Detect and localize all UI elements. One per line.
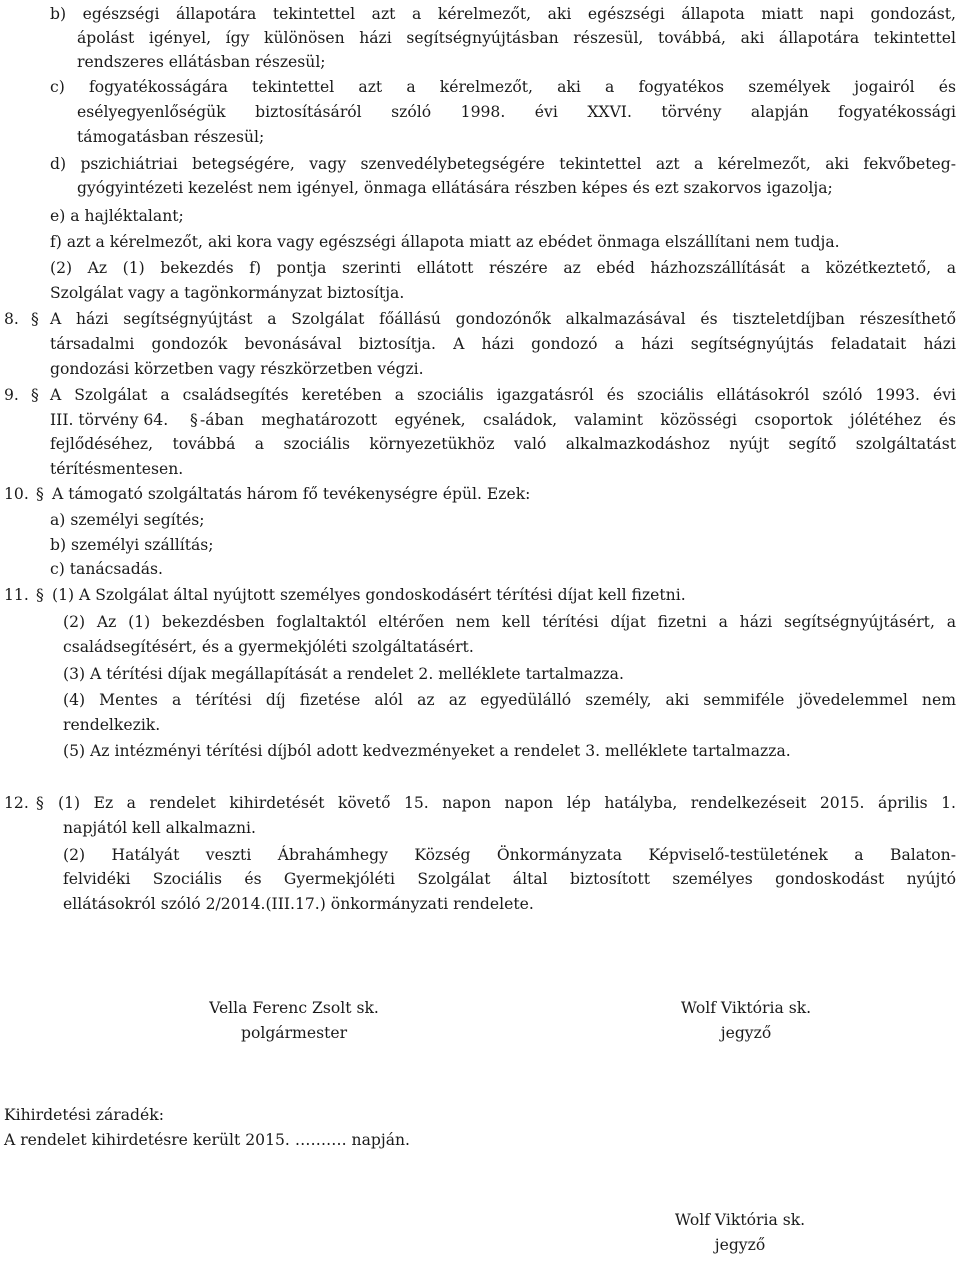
section-9-line-4: térítésmentesen. xyxy=(50,460,184,478)
para-c-line-2: esélyegyenlőségük biztosításáról szóló 1998. évi XXVI. törvény alapján fogyatékossági xyxy=(77,103,956,121)
para-e-line-1: e) a hajléktalant; xyxy=(50,207,184,225)
section-12-para-1-line-1: (1) Ez a rendelet kihirdetését követő 15. napon napon lép hatályba, rendelkezéseit 2015. április 1. xyxy=(58,794,956,812)
section-11-para-4-line-2: rendelkezik. xyxy=(63,716,161,734)
para-c-line-3: támogatásban részesül; xyxy=(77,128,265,146)
section-12-para-2-line-3: ellátásokról szóló 2/2014.(III.17.) önkormányzati rendelete. xyxy=(63,895,534,913)
section-11-para-3: (3) A térítési díjak megállapítását a rendelet 2. melléklete tartalmazza. xyxy=(63,665,624,683)
section-11-para-4-line-1: (4) Mentes a térítési díj fizetése alól az az egyedülálló személy, aki semmiféle jövedelemmel nem xyxy=(63,691,956,709)
section-mark: § xyxy=(31,386,39,404)
section-mark: § xyxy=(190,411,198,429)
para-2-line-1: (2) Az (1) bekezdés f) pontja szerinti ellátott részére az ebéd házhozszállítását a közétkeztető, a xyxy=(50,259,956,277)
section-12-number: 12. xyxy=(4,794,29,812)
para-c-line-1: c) fogyatékosságára tekintettel azt a kérelmezőt, aki a fogyatékos személyek jogairól és xyxy=(50,78,956,96)
section-10-item-b: b) személyi szállítás; xyxy=(50,536,214,554)
section-8-line-3: gondozási körzetben vagy részkörzetben végzi. xyxy=(50,360,424,378)
clause-signature-title: jegyző xyxy=(714,1235,766,1254)
section-9-number: 9. xyxy=(4,386,19,404)
section-8-line-1: A házi segítségnyújtást a Szolgálat főállású gondozónők alkalmazásával és tiszteletdíjban részesíthető xyxy=(50,310,956,328)
mayor-title: polgármester xyxy=(240,1023,348,1042)
section-10-number: 10. xyxy=(4,485,29,503)
para-2-line-2: Szolgálat vagy a tagönkormányzat biztosítja. xyxy=(50,284,405,302)
section-11-para-5: (5) Az intézményi térítési díjból adott kedvezményeket a rendelet 3. melléklete tartalmazza. xyxy=(63,742,791,760)
para-d-line-2: gyógyintézeti kezelést nem igényel, önmaga ellátására részben képes és ezt szakorvos igazolja; xyxy=(77,179,833,197)
section-12-para-2-line-2: felvidéki Szociális és Gyermekjóléti Szolgálat által biztosított személyes gondoskodást nyújtó xyxy=(63,870,956,888)
section-9-line-2a: III. törvény 64. xyxy=(50,411,169,429)
section-11-number: 11. xyxy=(4,586,29,604)
clause-signature-name: Wolf Viktória sk. xyxy=(674,1211,806,1229)
section-12-para-2-line-1: (2) Hatályát veszti Ábrahámhegy Község Önkormányzata Képviselő-testületének a Balaton- xyxy=(63,846,956,864)
section-10-line-1: A támogató szolgáltatás három fő tevékenységre épül. Ezek: xyxy=(52,485,531,503)
notary-name: Wolf Viktória sk. xyxy=(680,999,812,1017)
section-8-line-2: társadalmi gondozók bevonásával biztosítja. A házi gondozó a házi segítségnyújtás feladatait házi xyxy=(50,335,956,353)
notary-signature xyxy=(636,996,856,1045)
section-9-line-2b: -ában meghatározott egyének, családok, valamint közösségi csoportok jólétéhez és xyxy=(200,411,956,429)
section-11-para-2-line-1: (2) Az (1) bekezdésben foglaltaktól eltérően nem kell térítési díjat fizetni a házi segítségnyújtásért, a xyxy=(63,613,956,631)
clause-signature xyxy=(630,1208,850,1257)
para-b-line-1: b) egészségi állapotára tekintettel azt a kérelmezőt, aki egészségi állapota miatt napi gondozást, xyxy=(50,5,956,23)
section-10-item-a: a) személyi segítés; xyxy=(50,511,205,529)
clause-text: A rendelet kihirdetésre került 2015. ………. napján. xyxy=(4,1131,410,1149)
section-11-para-1: (1) A Szolgálat által nyújtott személyes gondoskodásért térítési díjat kell fizetni. xyxy=(52,586,686,604)
para-b-line-2: ápolást igényel, így különösen házi segítségnyújtásban részesül, továbbá, aki állapotára tekintettel xyxy=(77,29,956,47)
section-mark: § xyxy=(36,794,44,812)
section-mark: § xyxy=(31,310,39,328)
section-mark: § xyxy=(36,586,44,604)
section-9-line-1: A Szolgálat a családsegítés keretében a szociális igazgatásról és szociális ellátásokról szóló 1993. évi xyxy=(50,386,956,404)
section-9-line-3: fejlődéséhez, továbbá a szociális környezetükhöz való alkalmazkodáshoz nyújt segítő szolgáltatást xyxy=(50,435,956,453)
clause-heading: Kihirdetési záradék: xyxy=(4,1106,164,1124)
para-d-line-1: d) pszichiátriai betegségére, vagy szenvedélybetegségére tekintettel azt a kérelmezőt, aki fekvőbeteg- xyxy=(50,155,956,173)
para-f-line-1: f) azt a kérelmezőt, aki kora vagy egészségi állapota miatt az ebédet önmaga elszállítani nem tudja. xyxy=(50,233,840,251)
section-mark: § xyxy=(36,485,44,503)
section-10-item-c: c) tanácsadás. xyxy=(50,560,163,578)
mayor-name: Vella Ferenc Zsolt sk. xyxy=(209,999,379,1017)
mayor-signature xyxy=(174,996,414,1045)
para-b-line-3: rendszeres ellátásban részesül; xyxy=(77,53,326,71)
section-12-para-1-line-2: napjától kell alkalmazni. xyxy=(63,819,256,837)
notary-title: jegyző xyxy=(720,1023,772,1042)
section-8-number: 8. xyxy=(4,310,19,328)
section-11-para-2-line-2: családsegítésért, és a gyermekjóléti szolgáltatásért. xyxy=(63,638,474,656)
